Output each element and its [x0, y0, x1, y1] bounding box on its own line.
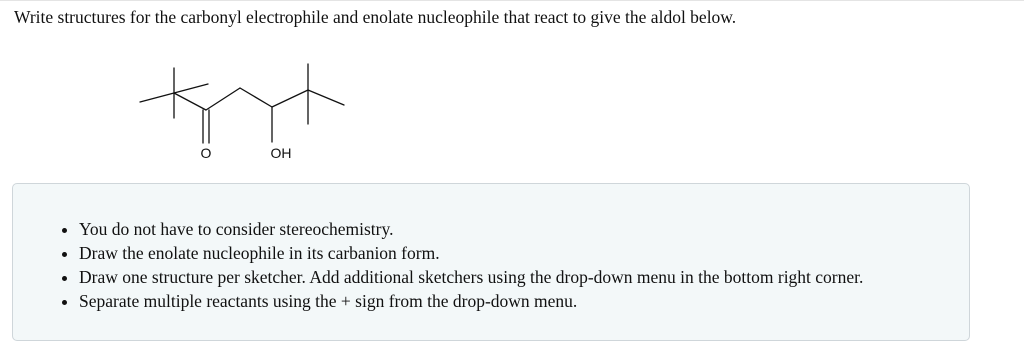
bond — [206, 88, 240, 110]
bond — [174, 93, 206, 110]
bond — [272, 90, 308, 107]
instruction-item: • Draw the enolate nucleophile in its carbanion form. — [79, 241, 863, 265]
question-prompt: Write structures for the carbonyl electrophile and enolate nucleophile that react to give the aldol below. — [14, 7, 737, 27]
instruction-item: • Draw one structure per sketcher. Add additional sketchers using the drop-down menu in the bottom right corner. — [79, 265, 863, 289]
instructions-panel — [12, 183, 970, 341]
bond — [308, 90, 344, 105]
instruction-item: • You do not have to consider stereochemistry. — [79, 217, 863, 241]
bond — [240, 88, 272, 107]
aldol-structure — [0, 0, 360, 180]
instruction-item: • Separate multiple reactants using the + sign from the drop-down menu. — [79, 289, 863, 313]
oxygen-label: O — [200, 145, 212, 161]
skeleton-bonds — [140, 64, 344, 143]
hydroxyl-label: OH — [270, 145, 292, 161]
instructions-list — [58, 217, 863, 313]
